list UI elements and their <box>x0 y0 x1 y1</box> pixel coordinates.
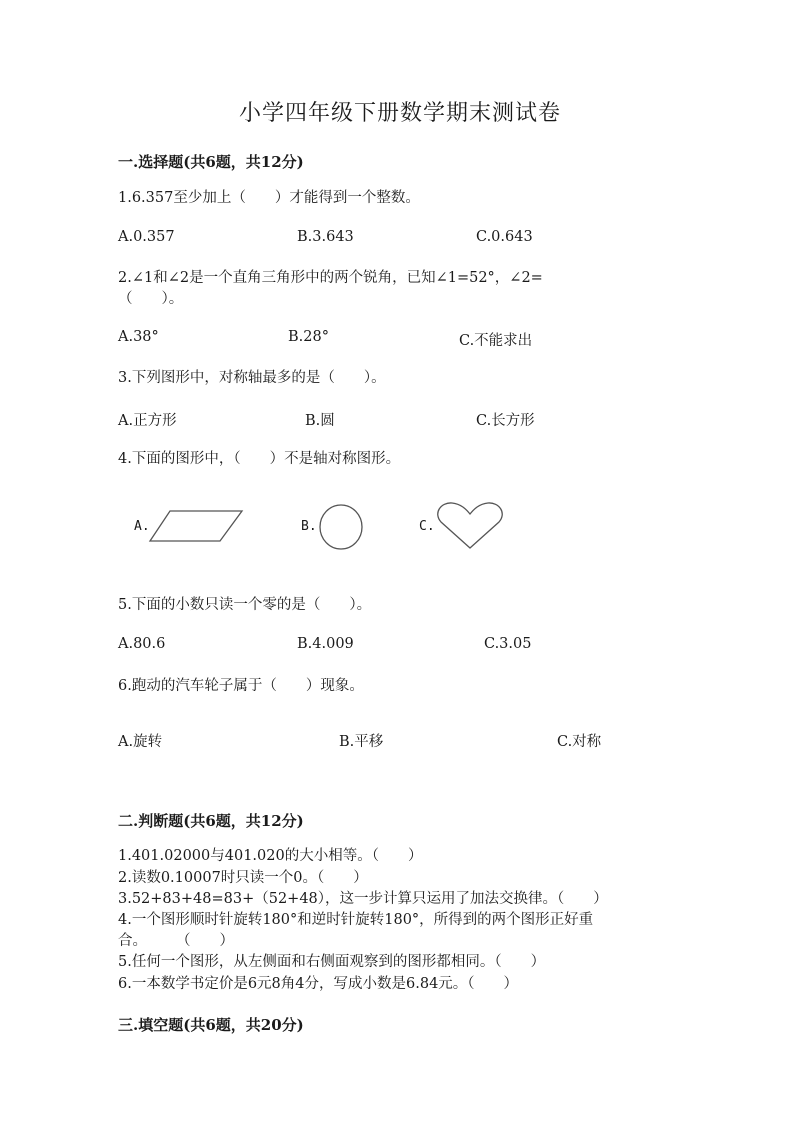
section-heading-judgement: 二.判断题(共6题，共12分) <box>118 812 304 830</box>
tf-item-1: 1.401.02000与401.020的大小相等。（ ） <box>118 848 423 864</box>
q6-option-a: A.旋转 <box>118 734 163 750</box>
q5-option-a: A.80.6 <box>118 636 166 652</box>
q1-option-c: C.0.643 <box>476 229 533 245</box>
q2-option-c: C.不能求出 <box>459 333 533 349</box>
tf-item-6: 6.一本数学书定价是6元8角4分，写成小数是6.84元。（ ） <box>118 976 519 992</box>
question-2-line-2: （ ）。 <box>118 291 184 307</box>
question-1: 1.6.357至少加上（ ）才能得到一个整数。 <box>118 190 420 206</box>
tf-item-3: 3.52+83+48=83+（52+48），这一步计算只运用了加法交换律。（ ） <box>118 891 608 907</box>
question-4: 4.下面的图形中，（ ）不是轴对称图形。 <box>118 451 401 467</box>
section-heading-choice: 一.选择题(共6题，共12分) <box>118 153 304 171</box>
tf-item-5: 5.任何一个图形，从左侧面和右侧面观察到的图形都相同。（ ） <box>118 954 546 970</box>
circle-icon <box>318 503 364 551</box>
tf-item-4-line-2: 合。 （ ） <box>118 933 234 949</box>
heart-icon <box>435 500 505 552</box>
parallelogram-icon <box>148 508 244 544</box>
tf-item-4-line-1: 4.一个图形顺时针旋转180°和逆时针旋转180°，所得到的两个图形正好重 <box>118 912 594 928</box>
q5-option-c: C.3.05 <box>484 636 532 652</box>
q2-option-b: B.28° <box>288 329 329 345</box>
q4-figure-a-label: A. <box>134 519 150 534</box>
q6-option-c: C.对称 <box>557 734 602 750</box>
q3-option-a: A.正方形 <box>118 413 177 429</box>
q5-option-b: B.4.009 <box>297 636 354 652</box>
q3-option-b: B.圆 <box>305 413 335 429</box>
q6-option-b: B.平移 <box>339 734 384 750</box>
q2-option-a: A.38° <box>118 329 159 345</box>
q1-option-b: B.3.643 <box>297 229 354 245</box>
tf-item-2: 2.读数0.10007时只读一个0。（ ） <box>118 870 368 886</box>
question-6: 6.跑动的汽车轮子属于（ ）现象。 <box>118 678 364 694</box>
question-2-line-1: 2.∠1和∠2是一个直角三角形中的两个锐角，已知∠1=52°，∠2= <box>118 270 543 286</box>
question-3: 3.下列图形中，对称轴最多的是（ ）。 <box>118 370 386 386</box>
q1-option-a: A.0.357 <box>118 229 175 245</box>
page-title: 小学四年级下册数学期末测试卷 <box>238 101 561 126</box>
section-heading-fill-in: 三.填空题(共6题，共20分) <box>118 1016 304 1034</box>
q4-figure-b-label: B. <box>301 519 317 534</box>
question-5: 5.下面的小数只读一个零的是（ ）。 <box>118 597 372 613</box>
q4-figure-c-label: C. <box>419 519 435 534</box>
q3-option-c: C.长方形 <box>476 413 535 429</box>
